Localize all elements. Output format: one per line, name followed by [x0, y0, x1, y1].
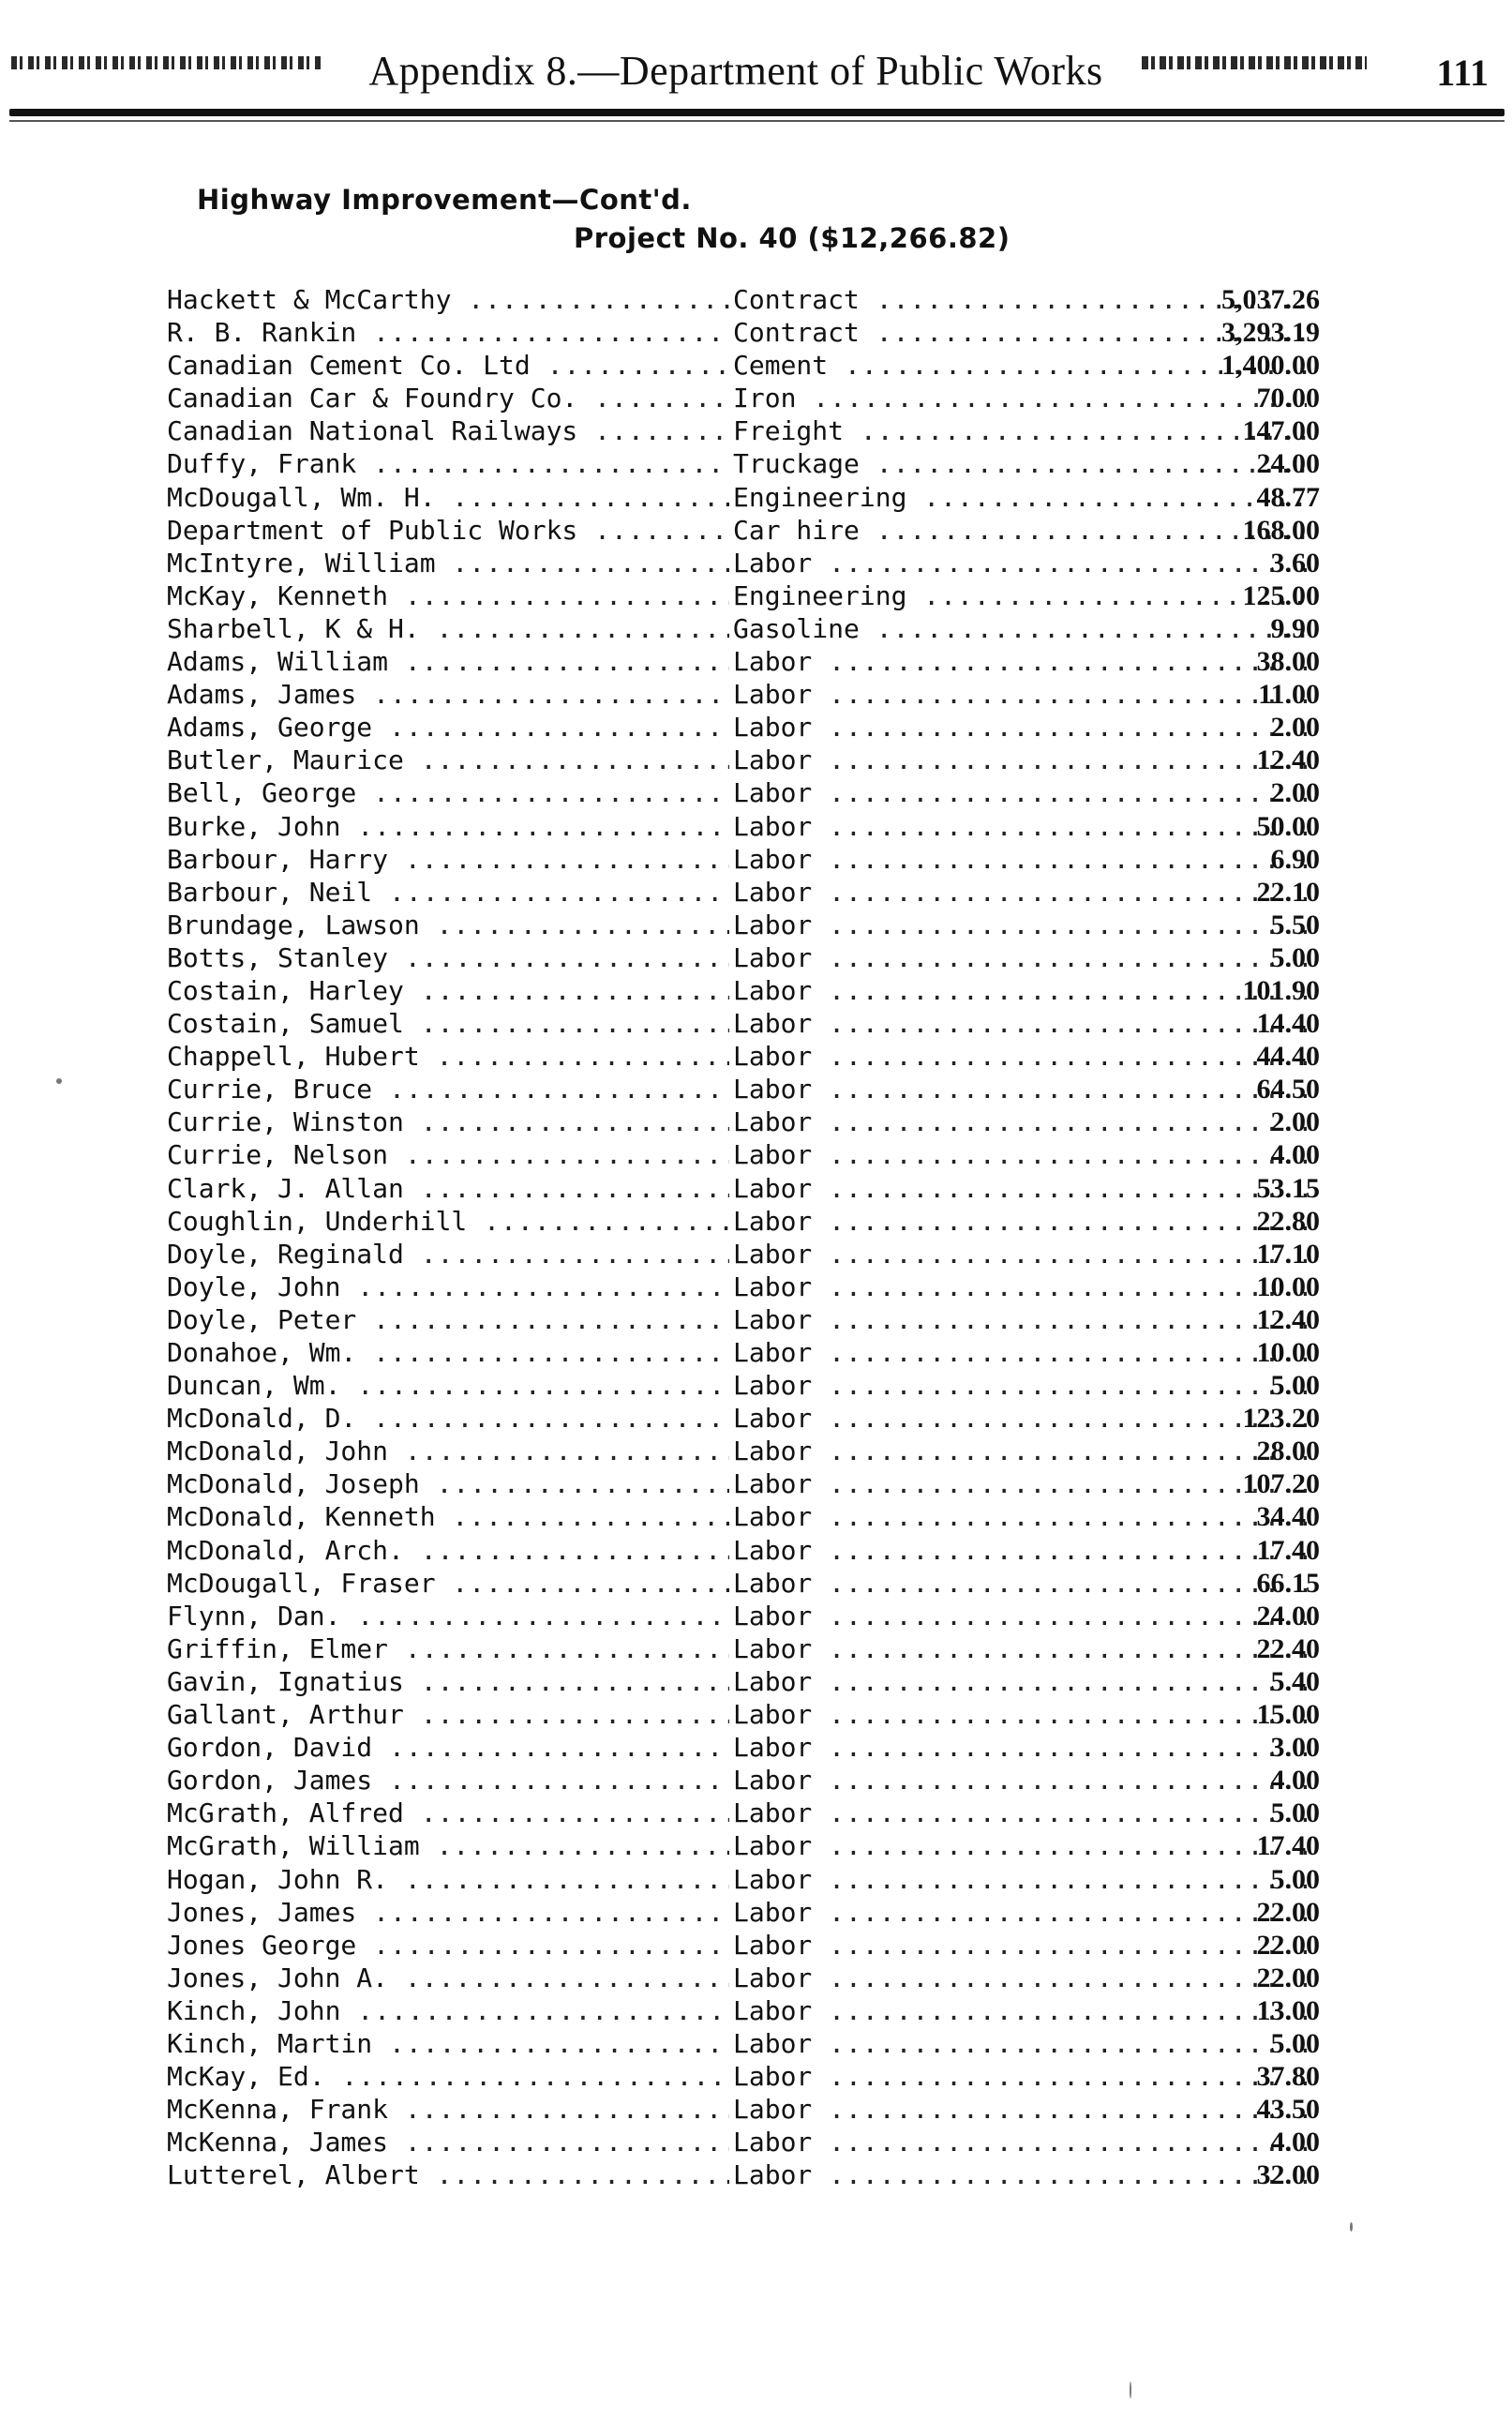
ledger-row	[167, 974, 1320, 1007]
expense-item: Labor .....	[733, 1073, 1307, 1105]
payee-name: McDonald, D. .....	[167, 1402, 729, 1435]
expense-item: Labor .....	[733, 1698, 1307, 1731]
ledger-row	[167, 1500, 1320, 1533]
expense-item: Labor .....	[733, 1007, 1307, 1040]
payee-name: Duncan, Wm. .....	[167, 1369, 729, 1402]
expense-item: Labor .....	[733, 1040, 1307, 1073]
ledger-row	[167, 1205, 1320, 1238]
ledger-row	[167, 1336, 1320, 1369]
expense-item: Labor .....	[733, 1435, 1307, 1467]
expense-item: Cement .....	[733, 349, 1307, 382]
ledger-row	[167, 382, 1320, 414]
amount: 13.00	[1256, 1994, 1320, 2026]
expense-item: Labor .....	[733, 1896, 1307, 1929]
payee-name: Hackett & McCarthy .....	[167, 283, 729, 316]
expense-item: Truckage .....	[733, 447, 1307, 480]
expense-item: Labor .....	[733, 1600, 1307, 1632]
payee-name: McIntyre, William .....	[167, 547, 729, 579]
ledger-row	[167, 1007, 1320, 1040]
ledger-row	[167, 1467, 1320, 1500]
expense-item: Labor .....	[733, 645, 1307, 678]
amount: 15.00	[1256, 1699, 1320, 1731]
payee-name: McKenna, Frank .....	[167, 2093, 729, 2126]
ledger-row	[167, 1797, 1320, 1829]
payee-name: Hogan, John R. .....	[167, 1863, 729, 1896]
payee-name: McGrath, William .....	[167, 1829, 729, 1862]
header-ornament-left	[11, 56, 321, 69]
payee-name: Botts, Stanley .....	[167, 941, 729, 974]
amount: 12.40	[1256, 744, 1320, 776]
section-title: Highway Improvement—Cont'd.	[197, 184, 692, 216]
ledger-row	[167, 1238, 1320, 1271]
amount: 5.00	[1270, 2027, 1320, 2059]
amount: 22.00	[1256, 1962, 1320, 1993]
ledger-row	[167, 810, 1320, 843]
amount: 2.00	[1270, 712, 1320, 744]
expense-item: Labor .....	[733, 678, 1307, 711]
scan-speck	[1350, 2222, 1353, 2232]
header-rule	[9, 109, 1505, 116]
ledger-row	[167, 1731, 1320, 1764]
payee-name: Gordon, David .....	[167, 1731, 729, 1764]
expense-item: Labor .....	[733, 1500, 1307, 1533]
expense-item: Labor .....	[733, 1205, 1307, 1238]
ledger-row	[167, 744, 1320, 776]
payee-name: Adams, James .....	[167, 678, 729, 711]
ledger-row	[167, 876, 1320, 909]
amount: 22.10	[1256, 876, 1320, 908]
payee-name: Kinch, John .....	[167, 1994, 729, 2027]
expense-item: Labor .....	[733, 1238, 1307, 1271]
amount: 9.90	[1270, 612, 1320, 644]
payee-name: Jones, James .....	[167, 1896, 729, 1929]
payee-name: Currie, Nelson .....	[167, 1138, 729, 1171]
expense-item: Labor .....	[733, 1402, 1307, 1435]
payee-name: Donahoe, Wm. .....	[167, 1336, 729, 1369]
expense-item: Labor .....	[733, 711, 1307, 744]
amount: 17.40	[1256, 1534, 1320, 1566]
payee-name: McDonald, Kenneth .....	[167, 1500, 729, 1533]
expense-item: Labor .....	[733, 2027, 1307, 2060]
ledger-row	[167, 1402, 1320, 1435]
ledger-row	[167, 414, 1320, 447]
header-title: Appendix 8.—Department of Public Works	[368, 48, 1103, 94]
amount: 11.00	[1258, 679, 1320, 711]
ledger-row	[167, 1138, 1320, 1171]
ledger-row	[167, 1764, 1320, 1797]
amount: 44.40	[1256, 1041, 1320, 1073]
expense-item: Labor .....	[733, 547, 1307, 579]
expense-item: Labor .....	[733, 744, 1307, 776]
amount: 5.00	[1270, 1370, 1320, 1402]
ledger-row	[167, 2093, 1320, 2126]
expense-item: Labor .....	[733, 1829, 1307, 1862]
payee-name: Costain, Harley .....	[167, 974, 729, 1007]
expense-item: Labor .....	[733, 1336, 1307, 1369]
payee-name: Brundage, Lawson .....	[167, 909, 729, 941]
payee-name: Griffin, Elmer .....	[167, 1632, 729, 1665]
page-number: 111	[1436, 52, 1489, 94]
ledger-row	[167, 316, 1320, 349]
payee-name: McDougall, Fraser .....	[167, 1567, 729, 1600]
payee-name: Coughlin, Underhill .....	[167, 1205, 729, 1238]
ledger-row	[167, 843, 1320, 876]
amount: 28.00	[1256, 1436, 1320, 1467]
expense-item: Labor .....	[733, 1731, 1307, 1764]
amount: 37.80	[1256, 2061, 1320, 2093]
ledger-row	[167, 1040, 1320, 1073]
expense-item: Labor .....	[733, 2126, 1307, 2158]
payee-name: Barbour, Neil .....	[167, 876, 729, 909]
ledger-row	[167, 1962, 1320, 1994]
amount: 53.15	[1256, 1172, 1320, 1204]
amount: 32.00	[1256, 2159, 1320, 2191]
project-heading: Project No. 40 ($12,266.82)	[574, 222, 1010, 254]
payee-name: Duffy, Frank .....	[167, 447, 729, 480]
ledger-row	[167, 1172, 1320, 1205]
expense-item: Car hire .....	[733, 514, 1307, 547]
amount: 5.40	[1270, 1665, 1320, 1697]
page-header	[0, 38, 1512, 113]
ledger-row	[167, 909, 1320, 941]
payee-name: Gallant, Arthur .....	[167, 1698, 729, 1731]
expense-item: Labor .....	[733, 1863, 1307, 1896]
amount: 22.40	[1256, 1632, 1320, 1664]
expense-item: Labor .....	[733, 810, 1307, 843]
expense-item: Freight .....	[733, 414, 1307, 447]
expense-item: Labor .....	[733, 1271, 1307, 1303]
payee-name: Department of Public Works .....	[167, 514, 729, 547]
ledger-row	[167, 2060, 1320, 2093]
amount: 4.00	[1270, 1139, 1320, 1171]
amount: 22.00	[1256, 1929, 1320, 1961]
expense-item: Labor .....	[733, 1369, 1307, 1402]
amount: 22.80	[1256, 1205, 1320, 1237]
amount: 64.50	[1256, 1074, 1320, 1105]
ledger-row	[167, 645, 1320, 678]
ledger-row	[167, 1829, 1320, 1862]
ledger-row	[167, 1632, 1320, 1665]
amount: 2.00	[1270, 777, 1320, 809]
amount: 10.00	[1256, 1271, 1320, 1302]
amount: 34.40	[1256, 1501, 1320, 1533]
amount: 10.00	[1256, 1337, 1320, 1368]
expense-item: Labor .....	[733, 1665, 1307, 1698]
payee-name: Butler, Maurice .....	[167, 744, 729, 776]
expense-item: Labor .....	[733, 776, 1307, 809]
payee-name: Currie, Winston .....	[167, 1105, 729, 1138]
ledger-row	[167, 711, 1320, 744]
payee-name: Currie, Bruce .....	[167, 1073, 729, 1105]
ledger-row	[167, 2027, 1320, 2060]
amount: 3,293.19	[1221, 317, 1320, 349]
expense-item: Labor .....	[733, 1105, 1307, 1138]
expense-item: Labor .....	[733, 1534, 1307, 1567]
payee-name: Chappell, Hubert .....	[167, 1040, 729, 1073]
amount: 5.00	[1270, 1797, 1320, 1829]
expense-item: Labor .....	[733, 1962, 1307, 1994]
header-ornament-right	[1142, 56, 1367, 69]
payee-name: McKay, Kenneth .....	[167, 579, 729, 612]
ledger-row	[167, 481, 1320, 514]
expense-item: Labor .....	[733, 1764, 1307, 1797]
expense-item: Engineering .....	[733, 481, 1307, 514]
payee-name: R. B. Rankin .....	[167, 316, 729, 349]
payee-name: Doyle, John .....	[167, 1271, 729, 1303]
ledger-row	[167, 1994, 1320, 2027]
ledger-row	[167, 283, 1320, 316]
ledger-list	[167, 283, 1320, 2191]
amount: 168.00	[1242, 514, 1320, 546]
scan-speck	[56, 1078, 62, 1084]
amount: 70.00	[1256, 383, 1320, 414]
ledger-row	[167, 678, 1320, 711]
amount: 101.90	[1242, 974, 1320, 1006]
ledger-row	[167, 776, 1320, 809]
payee-name: Barbour, Harry .....	[167, 843, 729, 876]
amount: 43.50	[1256, 2094, 1320, 2126]
ledger-row	[167, 547, 1320, 579]
ledger-row	[167, 2126, 1320, 2158]
ledger-row	[167, 1929, 1320, 1962]
ledger-row	[167, 941, 1320, 974]
amount: 6.90	[1270, 843, 1320, 875]
expense-item: Labor .....	[733, 843, 1307, 876]
ledger-row	[167, 514, 1320, 547]
payee-name: Adams, George .....	[167, 711, 729, 744]
amount: 5.00	[1270, 941, 1320, 973]
expense-item: Labor .....	[733, 2060, 1307, 2093]
amount: 3.60	[1270, 547, 1320, 579]
amount: 123.20	[1242, 1403, 1320, 1435]
expense-item: Labor .....	[733, 1632, 1307, 1665]
ledger-row	[167, 1303, 1320, 1336]
amount: 1,400.00	[1221, 350, 1320, 382]
payee-name: Kinch, Martin .....	[167, 2027, 729, 2060]
payee-name: Bell, George .....	[167, 776, 729, 809]
expense-item: Labor .....	[733, 1567, 1307, 1600]
payee-name: Jones, John A. .....	[167, 1962, 729, 1994]
expense-item: Labor .....	[733, 909, 1307, 941]
ledger-row	[167, 1863, 1320, 1896]
payee-name: Doyle, Peter .....	[167, 1303, 729, 1336]
amount: 24.00	[1256, 1600, 1320, 1632]
payee-name: McDonald, John .....	[167, 1435, 729, 1467]
ledger-row	[167, 1534, 1320, 1567]
payee-name: Jones George .....	[167, 1929, 729, 1962]
header-rule-thin	[9, 120, 1505, 122]
expense-item: Labor .....	[733, 974, 1307, 1007]
expense-item: Labor .....	[733, 876, 1307, 909]
payee-name: McDonald, Arch. .....	[167, 1534, 729, 1567]
expense-item: Labor .....	[733, 1303, 1307, 1336]
amount: 14.40	[1256, 1008, 1320, 1040]
payee-name: Burke, John .....	[167, 810, 729, 843]
ledger-row	[167, 1665, 1320, 1698]
amount: 107.20	[1242, 1468, 1320, 1500]
amount: 5,037.26	[1221, 284, 1320, 315]
amount: 4.00	[1270, 1765, 1320, 1797]
amount: 48.77	[1256, 481, 1320, 513]
payee-name: Gordon, James .....	[167, 1764, 729, 1797]
expense-item: Iron .....	[733, 382, 1307, 414]
expense-item: Labor .....	[733, 941, 1307, 974]
payee-name: Doyle, Reginald .....	[167, 1238, 729, 1271]
expense-item: Labor .....	[733, 1929, 1307, 1962]
ledger-row	[167, 579, 1320, 612]
amount: 22.00	[1256, 1896, 1320, 1928]
payee-name: Gavin, Ignatius .....	[167, 1665, 729, 1698]
expense-item: Engineering .....	[733, 579, 1307, 612]
payee-name: McDougall, Wm. H. .....	[167, 481, 729, 514]
amount: 66.15	[1256, 1567, 1320, 1599]
expense-item: Labor .....	[733, 1467, 1307, 1500]
expense-item: Labor .....	[733, 1994, 1307, 2027]
ledger-row	[167, 349, 1320, 382]
expense-item: Labor .....	[733, 1797, 1307, 1829]
payee-name: McKay, Ed. .....	[167, 2060, 729, 2093]
ledger-row	[167, 1896, 1320, 1929]
payee-name: Canadian Cement Co. Ltd .....	[167, 349, 729, 382]
amount: 24.00	[1256, 448, 1320, 480]
payee-name: McGrath, Alfred .....	[167, 1797, 729, 1829]
payee-name: Lutterel, Albert .....	[167, 2158, 729, 2191]
expense-item: Labor .....	[733, 1172, 1307, 1205]
ledger-row	[167, 1567, 1320, 1600]
payee-name: McDonald, Joseph .....	[167, 1467, 729, 1500]
ledger-row	[167, 1073, 1320, 1105]
amount: 38.00	[1256, 646, 1320, 678]
amount: 17.40	[1256, 1830, 1320, 1862]
payee-name: Sharbell, K & H. .....	[167, 612, 729, 645]
amount: 50.00	[1256, 810, 1320, 842]
ledger-row	[167, 612, 1320, 645]
amount: 4.00	[1270, 2127, 1320, 2158]
payee-name: Canadian Car & Foundry Co. .....	[167, 382, 729, 414]
amount: 125.00	[1242, 579, 1320, 611]
expense-item: Contract .....	[733, 283, 1307, 316]
payee-name: Costain, Samuel .....	[167, 1007, 729, 1040]
amount: 5.00	[1270, 1863, 1320, 1895]
payee-name: McKenna, James .....	[167, 2126, 729, 2158]
expense-item: Labor .....	[733, 2158, 1307, 2191]
payee-name: Canadian National Railways .....	[167, 414, 729, 447]
ledger-row	[167, 1698, 1320, 1731]
expense-item: Gasoline .....	[733, 612, 1307, 645]
expense-item: Contract .....	[733, 316, 1307, 349]
ledger-row	[167, 1105, 1320, 1138]
ledger-row	[167, 1271, 1320, 1303]
expense-item: Labor .....	[733, 1138, 1307, 1171]
amount: 17.10	[1256, 1238, 1320, 1270]
ledger-row	[167, 1369, 1320, 1402]
ledger-row	[167, 447, 1320, 480]
expense-item: Labor .....	[733, 2093, 1307, 2126]
amount: 147.00	[1242, 415, 1320, 447]
payee-name: Flynn, Dan. .....	[167, 1600, 729, 1632]
amount: 2.00	[1270, 1106, 1320, 1138]
ledger-row	[167, 1600, 1320, 1632]
scan-speck	[1130, 2382, 1131, 2398]
ledger-row	[167, 1435, 1320, 1467]
amount: 3.00	[1270, 1732, 1320, 1764]
ledger-row	[167, 2158, 1320, 2191]
amount: 12.40	[1256, 1303, 1320, 1335]
payee-name: Adams, William .....	[167, 645, 729, 678]
payee-name: Clark, J. Allan .....	[167, 1172, 729, 1205]
amount: 5.50	[1270, 909, 1320, 940]
